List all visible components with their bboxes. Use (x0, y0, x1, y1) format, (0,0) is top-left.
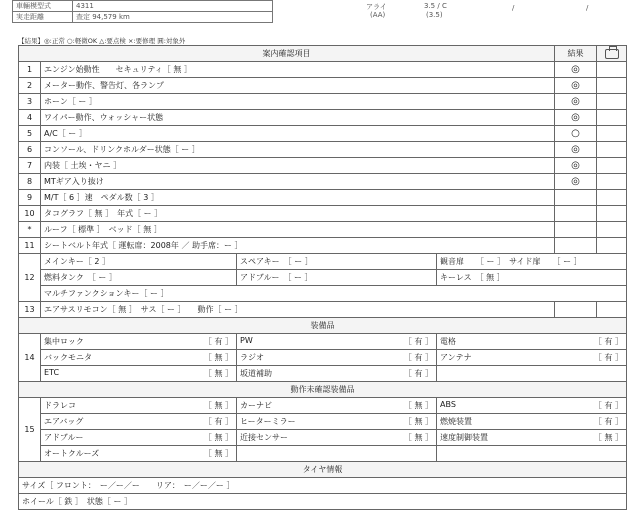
equipment-value: ［ 有 ］ (403, 353, 433, 362)
equipment-row (19, 446, 627, 462)
equipment-value: ［ 無 ］ (403, 433, 433, 442)
equipment-header: 装備品 (19, 318, 627, 334)
vehicle-header (12, 0, 632, 30)
equipment-name: 集中ロック (44, 337, 84, 346)
item-text: シートベルト年式［ 運転席：2008年 ／ 助手席：ー ］ (41, 238, 555, 254)
equipment-name: 近接センサー (240, 433, 288, 442)
tire-header: タイヤ情報 (19, 462, 627, 478)
equipment-value: ［ 有 ］ (403, 337, 433, 346)
equipment-row (19, 430, 627, 446)
item-check (597, 158, 627, 174)
item-result (555, 238, 597, 254)
item-result: ◎ (555, 62, 597, 78)
item-row (19, 126, 627, 142)
equipment-cell (41, 334, 237, 350)
item-row (19, 190, 627, 206)
item-check (597, 94, 627, 110)
equipment-cell (41, 430, 237, 446)
equipment-cell (237, 414, 437, 430)
keyless: キーレス ［ 無 ］ (437, 270, 627, 286)
equipment-cell (237, 430, 437, 446)
item-check (597, 62, 627, 78)
adblue: アドブルー ［ ー ］ (237, 270, 437, 286)
spare-key: スペアキー ［ ー ］ (237, 254, 437, 270)
item-no: 2 (19, 78, 41, 94)
equipment-value: ［ 有 ］ (593, 337, 623, 346)
item-no: 11 (19, 238, 41, 254)
equipment-cell (437, 350, 627, 366)
item-no: 1 (19, 62, 41, 78)
equipment-cell (437, 414, 627, 430)
equipment-value: ［ 有 ］ (403, 369, 433, 378)
result-header: 結果 (555, 46, 597, 62)
item-no: * (19, 222, 41, 238)
equipment-cell (41, 350, 237, 366)
equipment-row (19, 398, 627, 414)
equipment-name: バックモニタ (44, 353, 92, 362)
grade-value: 3.5 / C (424, 2, 447, 10)
equipment-name: 燃焼装置 (440, 417, 472, 426)
equipment-value: ［ 無 ］ (403, 417, 433, 426)
tire-size: サイズ［ フロント： ー／ー／ー リア： ー／ー／ー ］ (19, 478, 627, 494)
equipment-value: ［ 無 ］ (203, 433, 233, 442)
item-check (597, 302, 627, 318)
rear-door-side-door (437, 254, 627, 270)
item-text: MTギア入り抜け (41, 174, 555, 190)
item-check (597, 142, 627, 158)
rear-door: 観音扉 ［ ー ］ (440, 257, 502, 266)
aa-value: (3.5) (426, 11, 443, 19)
item-no: 6 (19, 142, 41, 158)
equipment-value: ［ 無 ］ (203, 401, 233, 410)
equipment-value: ［ 有 ］ (593, 353, 623, 362)
clipboard-cell (597, 46, 627, 62)
equipment-row (19, 366, 627, 382)
equipment-cell (41, 398, 237, 414)
equipment-cell (237, 350, 437, 366)
equipment-cell (237, 398, 437, 414)
equipment-row (19, 414, 627, 430)
equipment-cell (41, 366, 237, 382)
item-text: ルーフ［ 標準 ］ ベッド［ 無 ］ (41, 222, 555, 238)
equipment-value: ［ 有 ］ (593, 401, 623, 410)
item-result (555, 190, 597, 206)
item-no: 7 (19, 158, 41, 174)
item-no: 4 (19, 110, 41, 126)
item-check (597, 222, 627, 238)
item-result: ◎ (555, 94, 597, 110)
item-check (597, 78, 627, 94)
item-no: 10 (19, 206, 41, 222)
item-text: ホーン［ ー ］ (41, 94, 555, 110)
item-row (19, 238, 627, 254)
equipment-name: ヒーターミラー (240, 417, 296, 426)
item-check (597, 238, 627, 254)
mileage-value: 查定 94,579 km (73, 12, 273, 23)
equipment-value: ［ 有 ］ (203, 337, 233, 346)
item-result: ◎ (555, 174, 597, 190)
item-row (19, 206, 627, 222)
item-result: ◎ (555, 142, 597, 158)
item-result: ◎ (555, 158, 597, 174)
item-text: エンジン始動性 セキュリティ［ 無 ］ (41, 62, 555, 78)
equipment-value: ［ 無 ］ (203, 369, 233, 378)
mileage-label: 実走距離 (13, 12, 73, 23)
equipment-cell (237, 366, 437, 382)
item-text: ワイパー動作、ウォッシャー状態 (41, 110, 555, 126)
item-row (19, 110, 627, 126)
item-no: 3 (19, 94, 41, 110)
equipment-name: アンテナ (440, 353, 472, 362)
equipment-name: ETC (44, 368, 60, 377)
section-no: 15 (19, 398, 41, 462)
item-row (19, 78, 627, 94)
item-result: ◎ (555, 78, 597, 94)
equipment-name: ドラレコ (44, 401, 76, 410)
item-row (19, 94, 627, 110)
item-result (555, 302, 597, 318)
item-check (597, 206, 627, 222)
equipment-row (19, 350, 627, 366)
equipment-name: 電格 (440, 337, 456, 346)
equipment-value: ［ 無 ］ (203, 353, 233, 362)
grade-label: アライ (366, 3, 387, 11)
equipment-cell (41, 446, 237, 462)
equipment-row (19, 334, 627, 350)
item-check (597, 110, 627, 126)
inspection-sheet (18, 45, 627, 510)
equipment-cell (237, 334, 437, 350)
item-result (555, 222, 597, 238)
grade-slash-2: / (586, 4, 589, 12)
clipboard-icon (605, 49, 619, 59)
item-text: M/T［ 6 ］速 ペダル数［ 3 ］ (41, 190, 555, 206)
item-row (19, 222, 627, 238)
items-header: 案内確認項目 (19, 46, 555, 62)
equipment-value: ［ 有 ］ (593, 417, 623, 426)
equipment-value: ［ 無 ］ (203, 449, 233, 458)
item-result (555, 206, 597, 222)
model-value: 4311 (73, 1, 273, 12)
item-row (19, 174, 627, 190)
fuel-tank: 燃料タンク ［ ー ］ (41, 270, 237, 286)
item-no: 13 (19, 302, 41, 318)
equipment-name: ABS (440, 400, 456, 409)
equipment-name: 坂道補助 (240, 369, 272, 378)
item-no: 5 (19, 126, 41, 142)
grade-slash-1: / (512, 4, 515, 12)
item-text: コンソール、ドリンクホルダー状態［ ー ］ (41, 142, 555, 158)
item-check (597, 190, 627, 206)
equipment-cell (437, 446, 627, 462)
equipment-name: 速度制御装置 (440, 433, 488, 442)
item-check (597, 126, 627, 142)
equipment-name: PW (240, 336, 253, 345)
equipment-value: ［ 無 ］ (593, 433, 623, 442)
equipment-name: オートクルーズ (44, 449, 100, 458)
item-text: メーター動作、警告灯、各ランプ (41, 78, 555, 94)
unchecked-header: 動作未確認装備品 (19, 382, 627, 398)
side-door: サイド扉 ［ ー ］ (509, 257, 582, 266)
item-text: A/C［ ー ］ (41, 126, 555, 142)
section-no: 14 (19, 334, 41, 382)
item-result: ◎ (555, 110, 597, 126)
item-no: 12 (19, 254, 41, 302)
model-label: 車輛模型式 (13, 1, 73, 12)
result-legend: 【結果】◎:正常 ○:軽微OK △:要点検 ×:要修理 圓:対象外 (18, 37, 186, 45)
equipment-cell (437, 334, 627, 350)
item-text: タコグラフ［ 無 ］ 年式［ ー ］ (41, 206, 555, 222)
equipment-name: ラジオ (240, 353, 264, 362)
item-no: 8 (19, 174, 41, 190)
item-row (19, 142, 627, 158)
item-result: ○ (555, 126, 597, 142)
equipment-cell (41, 414, 237, 430)
item-text: 内装［ 土埃・ヤニ ］ (41, 158, 555, 174)
equipment-cell (437, 398, 627, 414)
equipment-value: ［ 無 ］ (403, 401, 433, 410)
multifunction-key: マルチファンクションキー［ ー ］ (41, 286, 627, 302)
equipment-name: カーナビ (240, 401, 272, 410)
tire-wheel: ホイール［ 鉄 ］ 状態［ ー ］ (19, 494, 627, 510)
item-row (19, 62, 627, 78)
item-text: エアサスリモコン［ 無 ］ サス［ ー ］ 動作［ ー ］ (41, 302, 555, 318)
main-key: メインキー［ 2 ］ (41, 254, 237, 270)
equipment-name: エアバッグ (44, 417, 84, 426)
item-row (19, 158, 627, 174)
equipment-cell (237, 446, 437, 462)
aa-label: (AA) (370, 11, 386, 19)
equipment-cell (437, 366, 627, 382)
equipment-name: アドブルー (44, 433, 84, 442)
item-check (597, 174, 627, 190)
equipment-value: ［ 有 ］ (203, 417, 233, 426)
item-no: 9 (19, 190, 41, 206)
equipment-cell (437, 430, 627, 446)
